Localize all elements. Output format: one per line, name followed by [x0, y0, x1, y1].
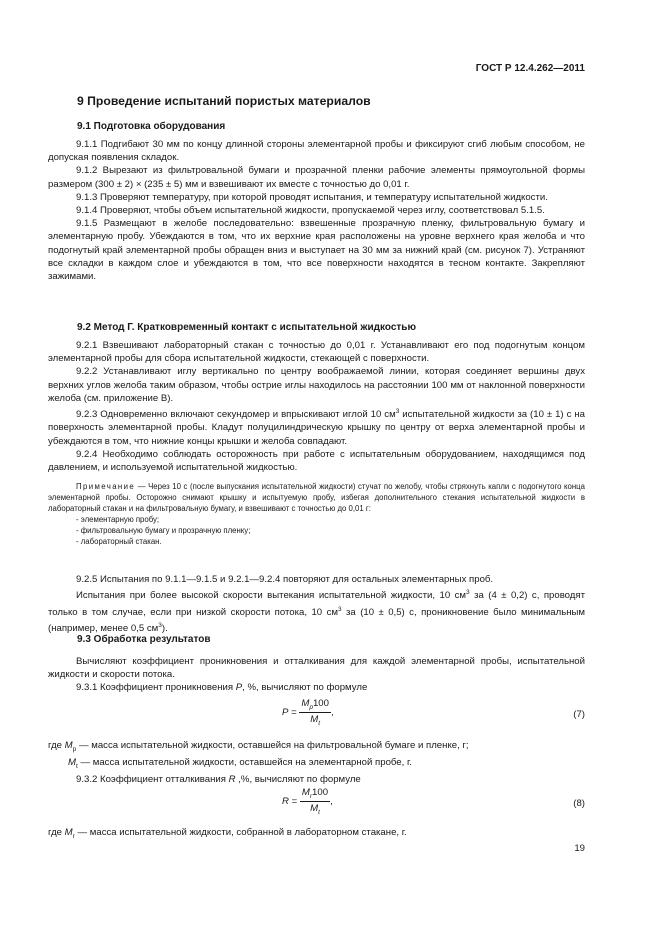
superscript: 3: [395, 408, 400, 416]
formula-8: [282, 787, 333, 816]
var: M: [301, 698, 310, 709]
paragraph-9-3-intro: Вычисляют коэффициент проникновения и отталкивания для каждой элементарной пробы, испытательной жидкости и скорости потока.: [48, 656, 585, 681]
numerator: [299, 698, 331, 713]
text: , %, вычисляют по формуле: [242, 682, 368, 694]
where-line-mr: [48, 826, 585, 843]
variable: M: [64, 740, 73, 751]
sub: r: [309, 792, 313, 800]
subsection-9-2-title: 9.2 Метод Г. Кратковременный контакт с испытательной жидкостью: [77, 322, 416, 333]
comma: ,: [330, 706, 334, 718]
variable: M: [64, 827, 73, 838]
note-paragraph: [48, 481, 585, 514]
text: 9.3.1 Коэффициент проникновения: [76, 682, 236, 694]
superscript: 3: [466, 589, 470, 597]
text: ,%, вычисляют по формуле: [235, 774, 361, 786]
superscript: 3: [158, 621, 162, 629]
where-block-1: [48, 739, 585, 786]
formula-lhs: P: [282, 706, 289, 718]
paragraph-9-2-5: 9.2.5 Испытания по 9.1.1—9.1.5 и 9.2.1—9.2.4 повторяют для остальных элементарных проб.: [76, 574, 494, 585]
where-block-2: [48, 826, 585, 843]
sub: t: [318, 719, 321, 727]
sub: p: [309, 703, 313, 711]
equals-sign: =: [288, 795, 300, 807]
text: испытательной жидкости за (10 ± 1) с на поверхность элементарной пробы. Кладут полуцилиндрическую крышку по центру от верха элементарной пробы и убеждаются в том, что нижние концы крышки и желоба совпадают.: [48, 409, 585, 447]
subsection-9-1-body: [48, 138, 585, 283]
denominator: [300, 802, 330, 816]
note-item: - лабораторный стакан.: [76, 537, 162, 546]
paragraph-9-3-2: [48, 773, 585, 786]
text: где: [48, 740, 65, 751]
variable: P: [235, 682, 243, 694]
paragraph-9-1-2: 9.1.2 Вырезают из фильтровальной бумаги и прозрачной пленки рабочие элементы прямоугольной формы размером (300 ± 2) × (235 ± 5) мм и взвешивают их вместе с точностью до 0,01 г.: [48, 165, 585, 190]
num: 100: [312, 698, 329, 709]
paragraph-flow-rate: [48, 586, 585, 635]
superscript: 3: [337, 605, 342, 613]
fraction: [299, 698, 331, 727]
text: Испытания при более высокой скорости вытекания испытательной жидкости, 10 см: [76, 590, 466, 602]
subsection-9-2-body: [48, 339, 585, 474]
paragraph-9-2-5-block: [48, 573, 585, 635]
paragraph-9-1-3: 9.1.3 Проверяют температуру, при которой проводят испытания, и температуру испытательной жидкости.: [76, 191, 548, 203]
paragraph-9-3-1: [48, 681, 585, 694]
where-line-mp: [48, 739, 585, 756]
text: — масса испытательной жидкости, собранной в лабораторном стакане, г.: [74, 827, 407, 838]
text: за (4 ± 0,2) с, проводят только в том случае, если при низкой скорости потока, 10 см: [48, 590, 585, 618]
paragraph-9-1-4: 9.1.4 Проверяют, чтобы объем испытательной жидкости, пропускаемой через иглу, соответствовал 5.1.5.: [76, 205, 545, 217]
document-header: ГОСТ Р 12.4.262—2011: [475, 63, 585, 74]
variable: R: [228, 774, 236, 786]
subsection-9-1-title: 9.1 Подготовка оборудования: [77, 121, 226, 132]
subsection-9-3-title: 9.3 Обработка результатов: [77, 634, 211, 645]
paragraph-9-2-3: [48, 405, 585, 448]
note-text: — Через 10 с (после выпускания испытательной жидкости) стучат по желобу, чтобы стряхнуть капли с подогнутого конца элементарной пробы. Осторожно снимают крышку и испытуемую пробу, избегая дополнительного стекания испытательной жидкости в лабораторный стакан и на фильтровальную бумагу, и взвешивают с точностью до 0,01 г:: [48, 482, 585, 513]
note-item: - элементарную пробу;: [76, 515, 160, 524]
num: 100: [312, 787, 329, 798]
text: 9.2.3 Одновременно включают секундомер и впрыскивают иглой 10 см: [76, 409, 396, 421]
formula-7: [282, 698, 334, 727]
paragraph-9-2-1: 9.2.1 Взвешивают лабораторный стакан с точностью до 0,01 г. Устанавливают его под подогнутым концом элементарной пробы для сбора испытательной жидкости, стекающей с поверхности.: [48, 340, 585, 365]
sub: t: [76, 763, 78, 771]
text: 9.3.2 Коэффициент отталкивания: [76, 774, 229, 786]
note-item: - фильтровальную бумагу и прозрачную пленку;: [76, 526, 251, 535]
sub: t: [318, 808, 320, 816]
page-number: 19: [574, 843, 585, 854]
note-label: Примечание: [76, 482, 136, 491]
text: за (10 ± 0,5) с, проникновение было минимальным (например, менее 0,5 см: [48, 606, 585, 635]
sub: r: [72, 832, 75, 840]
where-line-mt: [48, 756, 585, 773]
paragraph-9-2-4: 9.2.4 Необходимо соблюдать осторожность при работе с испытательным оборудованием, находящимся под давлением, и используемой испытательной жидкостью.: [48, 448, 585, 474]
equation-number-8: (8): [573, 798, 585, 809]
text: где: [48, 827, 65, 838]
var: M: [310, 713, 319, 725]
var: M: [310, 802, 319, 814]
text: — масса испытательной жидкости, оставшейся на фильтровальной бумаге и пленке, г;: [76, 740, 469, 751]
var: M: [301, 787, 310, 798]
note-block: [48, 481, 585, 547]
denominator: [299, 713, 331, 727]
equals-sign: =: [288, 706, 300, 718]
comma: ,: [330, 795, 333, 807]
subsection-9-3-body: [48, 655, 585, 695]
variable: M: [68, 757, 76, 769]
text: ).: [161, 623, 168, 635]
sub: p: [72, 745, 77, 753]
paragraph-9-1-5: 9.1.5 Размещают в желобе последовательно: взвешенные прозрачную пленку, фильтровальную бумагу и элементарную пробу. Убеждаются в том, что их верхние края расположены на уровне верхнего края желоба и что подогнутый край элементарной пробы обращен вниз и выступает на 30 мм за нижний край (см. рисунок 7). Устраняют все складки в каждом слое и убеждаются в том, что все поверхности находятся в тесном контакте. Закрепляют зажимами.: [48, 218, 585, 283]
formula-lhs: R: [282, 795, 289, 807]
numerator: [300, 787, 330, 802]
text: — масса испытательной жидкости, оставшейся на элементарной пробе, г.: [77, 757, 412, 769]
section-title: 9 Проведение испытаний пористых материалов: [77, 94, 371, 108]
fraction: [300, 787, 330, 816]
equation-number-7: (7): [573, 709, 585, 720]
paragraph-9-2-2: 9.2.2 Устанавливают иглу вертикально по центру воображаемой линии, которая соединяет вершины двух верхних углов желоба таким образом, чтобы острие иглы находилось на расстоянии 100 мм от наклонной поверхности желоба (см. приложение В).: [48, 366, 585, 404]
paragraph-9-1-1: 9.1.1 Подгибают 30 мм по концу длинной стороны элементарной пробы и фиксируют сгиб любым способом, не допуская появления складок.: [48, 139, 585, 164]
